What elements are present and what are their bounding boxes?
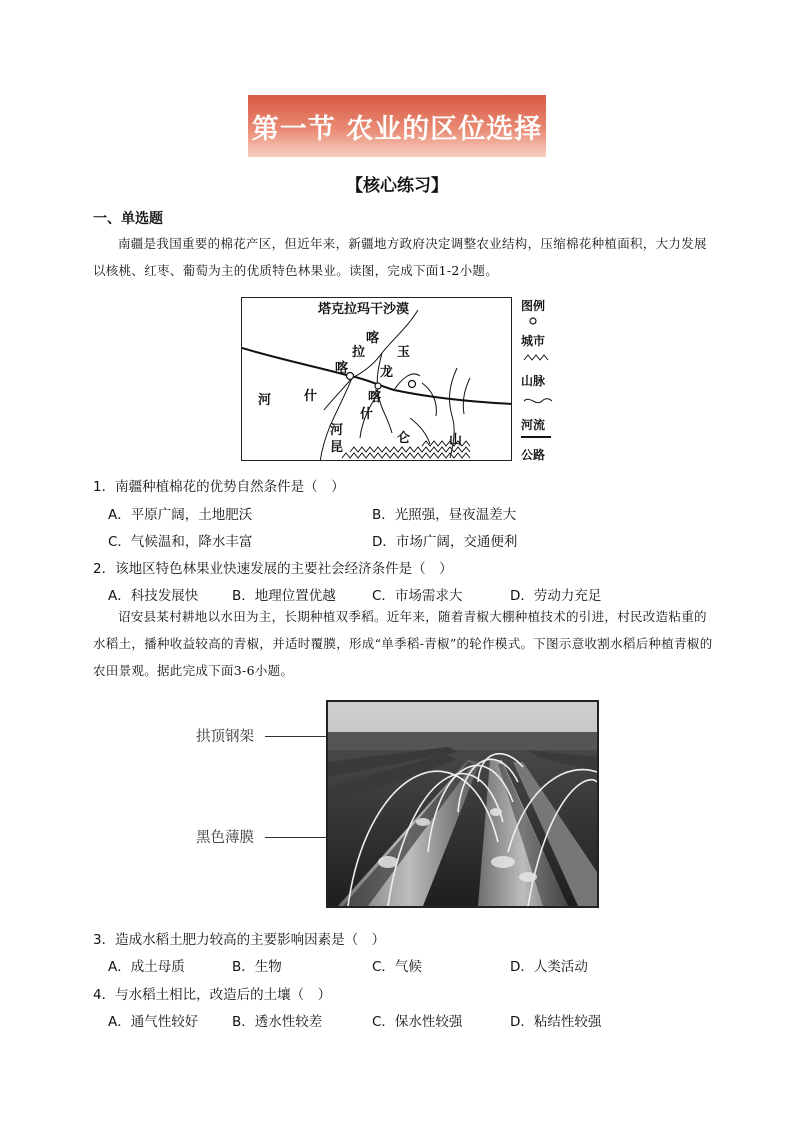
q1-option-a: A．平原广阔，土地肥沃 (108, 507, 253, 523)
map-label: 龙 (380, 365, 394, 380)
q3-option-c: C．气候 (372, 959, 422, 975)
page-title-banner (248, 95, 546, 157)
greenhouse-field-illustration (328, 702, 597, 906)
legend-road: 公路 (521, 448, 546, 462)
map-figure (241, 297, 512, 461)
question-1: 1．南疆种植棉花的优势自然条件是（ ） (93, 479, 345, 495)
question-3: 3．造成水稻土肥力较高的主要影响因素是（ ） (93, 932, 386, 948)
map-label: 喀 (335, 361, 349, 376)
city-icon (409, 381, 416, 388)
q2-option-b: B．地理位置优越 (232, 588, 336, 604)
section-subtitle: 【核心练习】 (346, 176, 448, 196)
map-label: 拉 (352, 345, 366, 360)
legend-title: 图例 (521, 299, 546, 313)
passage-2: 诏安县某村耕地以水田为主，长期种植双季稻。近年来，随着青椒大棚种植技术的引进，村民改造粘重的水稻土，播种收益较高的青椒，并适时覆膜，形成“单季稻-青椒”的轮作模式。下图示意收割水稻后种植青椒的农田景观。据此完成下面3-6小题。 (93, 609, 713, 678)
q2-option-d: D．劳动力充足 (510, 588, 602, 604)
map-label: 喀 (368, 390, 382, 405)
question-4: 4．与水稻土相比，改造后的土壤（ ） (93, 987, 332, 1003)
map-drawing (242, 298, 512, 461)
map-label: 山 (449, 433, 463, 448)
legend-city: 城市 (521, 334, 546, 348)
map-label: 喀 (366, 331, 380, 346)
photo-label-black-film: 黑色薄膜 (196, 830, 254, 846)
field-photo (326, 700, 599, 908)
legend-mountain-icon (522, 352, 554, 362)
q4-option-c: C．保水性较强 (372, 1014, 463, 1030)
legend-river-icon (522, 394, 554, 408)
map-label: 河 (330, 423, 344, 438)
legend-city-icon (528, 316, 542, 326)
section-heading: 一、单选题 (93, 211, 163, 227)
q4-option-a: A．通气性较好 (108, 1014, 199, 1030)
question-2: 2．该地区特色林果业快速发展的主要社会经济条件是（ ） (93, 561, 453, 577)
map-label: 玉 (397, 345, 411, 360)
q1-option-b: B．光照强，昼夜温差大 (372, 507, 517, 523)
legend-river: 河流 (521, 418, 546, 432)
passage-1: 南疆是我国重要的棉花产区，但近年来，新疆地方政府决定调整农业结构，压缩棉花种植面积，大力发展以核桃、红枣、葡萄为主的优质特色林果业。读图，完成下面1-2小题。 (93, 236, 707, 278)
q2-option-c: C．市场需求大 (372, 588, 463, 604)
q1-option-d: D．市场广阔，交通便利 (372, 534, 518, 550)
legend-mountain: 山脉 (521, 374, 546, 388)
map-label: 仑 (397, 431, 411, 446)
q1-option-c: C．气候温和，降水丰富 (108, 534, 253, 550)
map-label: 什 (304, 389, 318, 404)
city-icon (375, 383, 381, 389)
page-title: 第一节 农业的区位选择 (251, 113, 543, 145)
q3-option-b: B．生物 (232, 959, 282, 975)
map-label: 什 (360, 407, 374, 422)
map-label: 河 (258, 393, 272, 408)
map-label: 昆 (330, 440, 344, 455)
q4-option-d: D．粘结性较强 (510, 1014, 602, 1030)
q3-option-a: A．成土母质 (108, 959, 185, 975)
legend-road-icon (521, 436, 551, 438)
q3-option-d: D．人类活动 (510, 959, 588, 975)
photo-label-arch-frame: 拱顶钢架 (196, 729, 254, 745)
map-label-desert: 塔克拉玛干沙漠 (318, 302, 410, 317)
q2-option-a: A．科技发展快 (108, 588, 199, 604)
q4-option-b: B．透水性较差 (232, 1014, 323, 1030)
